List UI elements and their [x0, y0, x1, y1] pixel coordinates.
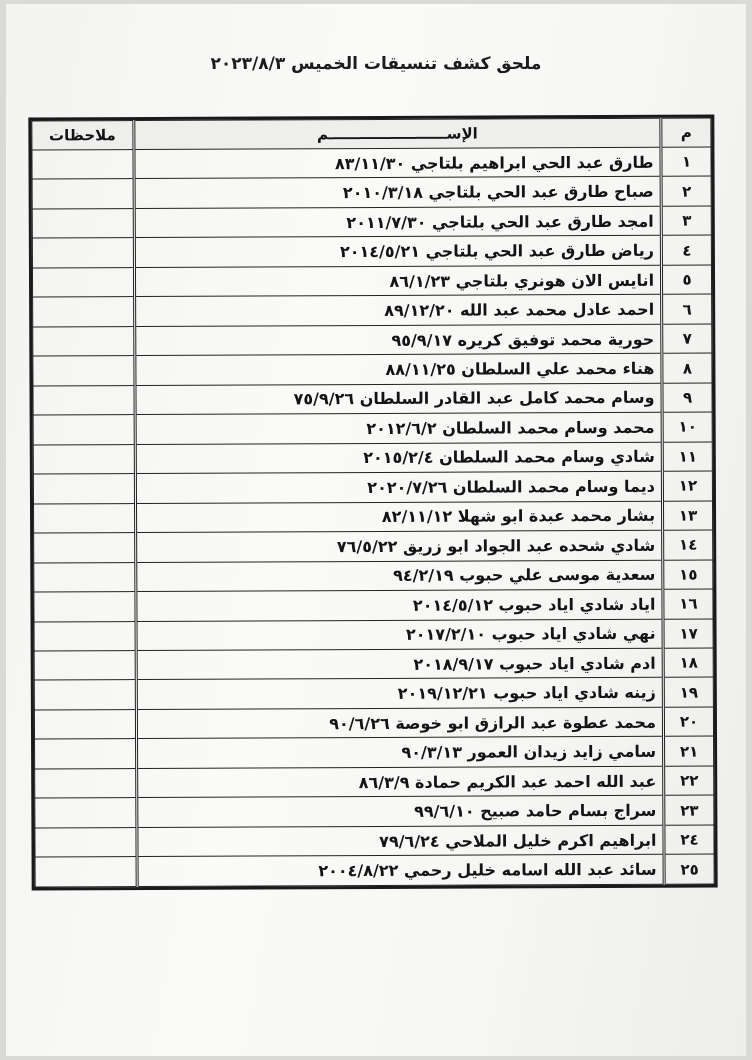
table-row — [32, 265, 711, 297]
row-notes — [33, 297, 135, 327]
table-row — [34, 619, 713, 651]
row-number: ١٦ — [663, 589, 713, 619]
row-notes — [32, 179, 134, 209]
table-row — [34, 677, 713, 709]
row-name: محمد عطوة عبد الرازق ابو خوصة ٩٠/٦/٢٦ — [136, 707, 663, 739]
row-notes — [34, 680, 136, 710]
table-row — [33, 324, 712, 356]
table-row — [33, 412, 712, 444]
row-notes — [34, 621, 136, 651]
row-number: ١٧ — [663, 619, 713, 649]
table-row — [33, 353, 712, 385]
row-name: امجد طارق عبد الحي بلتاجي ٢٠١١/٧/٣٠ — [134, 206, 661, 238]
row-number: ٢٣ — [664, 795, 714, 825]
table-row — [35, 795, 714, 827]
row-notes — [32, 150, 134, 180]
row-name: محمد وسام محمد السلطان ٢٠١٢/٦/٢ — [135, 412, 662, 444]
row-name: سامي زايد زيدان العمور ٩٠/٣/١٣ — [137, 737, 664, 769]
row-notes — [34, 651, 136, 681]
row-notes — [34, 503, 136, 533]
table-row — [34, 707, 713, 739]
row-notes — [35, 827, 137, 857]
table-row — [32, 147, 711, 179]
row-number: ١٠ — [662, 412, 712, 442]
row-notes — [32, 238, 134, 268]
row-notes — [35, 739, 137, 769]
row-number: ٩ — [662, 383, 712, 413]
row-notes — [35, 768, 137, 798]
row-notes — [33, 326, 135, 356]
row-notes — [35, 798, 137, 828]
row-number: ١٨ — [663, 648, 713, 678]
names-table-frame — [28, 115, 717, 891]
row-number: ٢٤ — [664, 825, 714, 855]
row-name: شادي وسام محمد السلطان ٢٠١٥/٢/٤ — [135, 442, 662, 474]
row-notes — [34, 709, 136, 739]
row-name: صباح طارق عبد الحي بلتاجي ٢٠١٠/٣/١٨ — [134, 177, 661, 209]
row-name: ديما وسام محمد السلطان ٢٠٢٠/٧/٢٦ — [135, 471, 662, 503]
header-notes: ملاحظات — [32, 121, 134, 150]
row-name: طارق عبد الحي ابراهيم بلتاجي ٨٣/١١/٣٠ — [134, 147, 661, 179]
row-name: سعدية موسى علي حبوب ٩٤/٢/١٩ — [136, 560, 663, 592]
row-number: ٢٢ — [664, 766, 714, 796]
row-notes — [32, 267, 134, 297]
table-body — [32, 147, 714, 887]
row-number: ٨ — [662, 353, 712, 383]
row-number: ١ — [661, 147, 711, 177]
row-name: احمد عادل محمد عبد الله ٨٩/١٢/٢٠ — [135, 295, 662, 327]
row-notes — [33, 444, 135, 474]
row-notes — [33, 415, 135, 445]
row-name: شادي شحده عبد الجواد ابو زريق ٧٦/٥/٢٢ — [136, 530, 663, 562]
row-notes — [34, 562, 136, 592]
row-name: حورية محمد توفيق كريره ٩٥/٩/١٧ — [135, 324, 662, 356]
row-notes — [34, 592, 136, 622]
table-row — [32, 235, 711, 267]
row-number: ٧ — [662, 324, 712, 354]
table-row — [35, 854, 714, 887]
row-number: ١٢ — [662, 471, 712, 501]
page-title: ملحق كشف تنسيقات الخميس ٢٠٢٣/٨/٣ — [210, 54, 542, 74]
row-name: ابراهيم اكرم خليل الملاحي ٧٩/٦/٢٤ — [137, 825, 664, 857]
row-number: ٣ — [661, 206, 711, 236]
row-number: ٥ — [661, 265, 711, 295]
row-notes — [33, 385, 135, 415]
table-row — [32, 176, 711, 208]
row-name: بشار محمد عبدة ابو شهلا ٨٢/١١/١٢ — [136, 501, 663, 533]
row-name: اياد شادي اياد حبوب ٢٠١٤/٥/١٢ — [136, 589, 663, 621]
table-row — [33, 442, 712, 474]
row-name: زينه شادي اياد حبوب ٢٠١٩/١٢/٢١ — [136, 678, 663, 710]
row-name: نهي شادي اياد حبوب ٢٠١٧/٢/١٠ — [136, 619, 663, 651]
row-name: عبد الله احمد عبد الكريم حمادة ٨٦/٣/٩ — [137, 766, 664, 798]
table-row — [34, 501, 713, 533]
row-notes — [35, 857, 137, 887]
table-row — [33, 471, 712, 503]
row-name: سائد عبد الله اسامه خليل رحمي ٢٠٠٤/٨/٢٢ — [137, 854, 664, 886]
header-number: م — [661, 118, 711, 147]
table-row — [35, 736, 714, 768]
table-row — [34, 560, 713, 592]
row-name: ادم شادي اياد حبوب ٢٠١٨/٩/١٧ — [136, 648, 663, 680]
row-name: هناء محمد علي السلطان ٨٨/١١/٢٥ — [135, 354, 662, 386]
header-name: الإســـــــــــــــــــــــم — [134, 118, 661, 149]
table-row — [35, 766, 714, 798]
table-row — [33, 294, 712, 326]
row-number: ٢١ — [664, 736, 714, 766]
table-row — [35, 825, 714, 857]
row-notes — [33, 474, 135, 504]
row-number: ٢٥ — [664, 854, 714, 884]
table-row — [34, 530, 713, 562]
table-row — [34, 648, 713, 680]
row-name: سراج بسام حامد صبيح ٩٩/٦/١٠ — [137, 796, 664, 828]
names-table — [31, 118, 714, 888]
row-name: وسام محمد كامل عبد القادر السلطان ٧٥/٩/٢٦ — [135, 383, 662, 415]
row-notes — [34, 533, 136, 563]
row-number: ٢٠ — [663, 707, 713, 737]
row-number: ١٥ — [663, 560, 713, 590]
table-header-row — [32, 118, 711, 150]
row-number: ١٩ — [663, 677, 713, 707]
row-number: ١٣ — [662, 501, 712, 531]
table-row — [32, 206, 711, 238]
row-number: ٢ — [661, 176, 711, 206]
table-row — [33, 383, 712, 415]
row-name: رياض طارق عبد الحي بلتاجي ٢٠١٤/٥/٢١ — [134, 236, 661, 268]
row-number: ١٤ — [663, 530, 713, 560]
row-number: ٦ — [662, 294, 712, 324]
row-number: ١١ — [662, 442, 712, 472]
row-number: ٤ — [661, 235, 711, 265]
table-row — [34, 589, 713, 621]
row-name: انايس الان هونري بلتاجي ٨٦/١/٢٣ — [134, 265, 661, 297]
row-notes — [33, 356, 135, 386]
row-notes — [32, 208, 134, 238]
